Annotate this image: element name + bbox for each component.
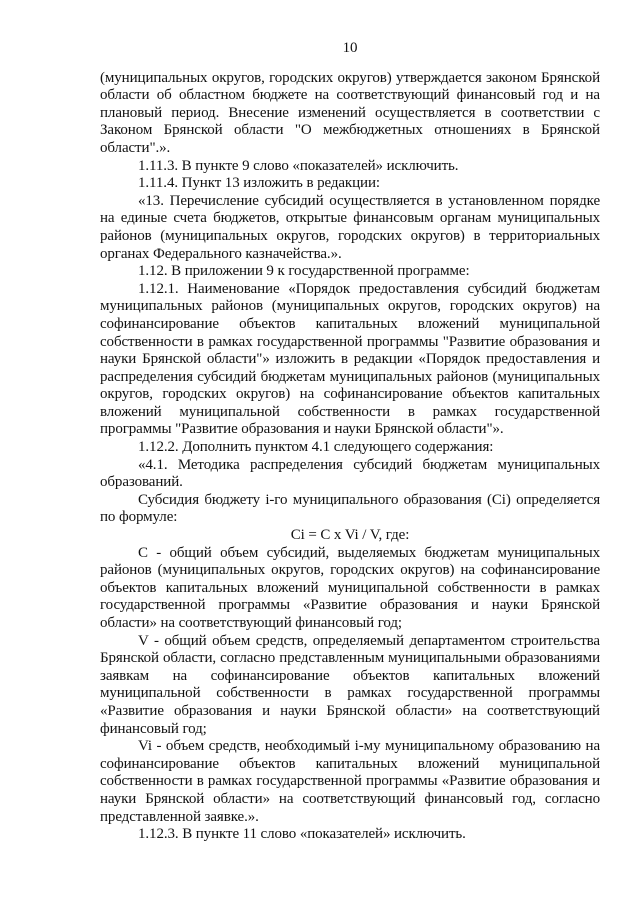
paragraph-definition-vi: Vi - объем средств, необходимый i-му муниципальному образованию на софинансирование объектов капитальных вложений муниципальной собственности в рамках государственной программы «Развитие образования и науки Брянской области» на соответствующий финансовый год, согласно представленной заявке.». <box>100 738 600 825</box>
paragraph-subsidy-formula-intro: Субсидия бюджету i-го муниципального образования (Ci) определяется по формуле: <box>100 491 600 526</box>
paragraph-1-12-1: 1.12.1. Наименование «Порядок предоставления субсидий бюджетам муниципальных районов (муниципальных округов, городских округов) на софинансирование объектов капитальных вложений муниципальной собственности в рамках государственной программы "Развитие образования и науки Брянской области"» изложить в редакции «Порядок предоставления и распределения субсидий бюджетам муниципальных районов (муниципальных округов, городских округов) на софинансирование объектов капитальных вложений муниципальной собственности в рамках государственной программы "Развитие образования и науки Брянской области"». <box>100 280 600 438</box>
paragraph-1-12: 1.12. В приложении 9 к государственной программе: <box>138 263 470 280</box>
page-number: 10 <box>342 40 358 56</box>
paragraph-1-12-2: 1.12.2. Дополнить пунктом 4.1 следующего содержания: <box>138 439 494 456</box>
paragraph-item-13: «13. Перечисление субсидий осуществляется в установленном порядке на единые счета бюджетов, открытые финансовым органам муниципальных районов (муниципальных округов, городских округов) в территориальных органах Федерального казначейства.». <box>100 192 600 262</box>
paragraph-1-11-3: 1.11.3. В пункте 9 слово «показателей» исключить. <box>138 157 459 174</box>
paragraph-item-4-1: «4.1. Методика распределения субсидий бюджетам муниципальных образований. <box>100 456 600 491</box>
paragraph-continuation: (муниципальных округов, городских округов) утверждается законом Брянской области об областном бюджете на соответствующий финансовый год и на плановый период. Внесение изменений осуществляется в соответствии с Законом Брянской области "О межбюджетных отношениях в Брянской области".». <box>100 69 600 156</box>
paragraph-definition-v: V - общий объем средств, определяемый департаментом строительства Брянской области, согласно представленным муниципальными образованиями заявкам на софинансирование объектов капитальных вложений муниципальной собственности в рамках государственной программы «Развитие образования и науки Брянской области» на соответствующий финансовый год; <box>100 632 600 737</box>
formula: Ci = C x Vi / V, где: <box>290 527 410 544</box>
paragraph-definition-c: C - общий объем субсидий, выделяемых бюджетам муниципальных районов (муниципальных округов, городских округов) на софинансирование объектов капитальных вложений муниципальной собственности в рамках государственной программы «Развитие образования и науки Брянской области» на соответствующий финансовый год; <box>100 544 600 631</box>
paragraph-1-12-3: 1.12.3. В пункте 11 слово «показателей» исключить. <box>138 826 466 843</box>
paragraph-1-11-4: 1.11.4. Пункт 13 изложить в редакции: <box>138 175 380 192</box>
